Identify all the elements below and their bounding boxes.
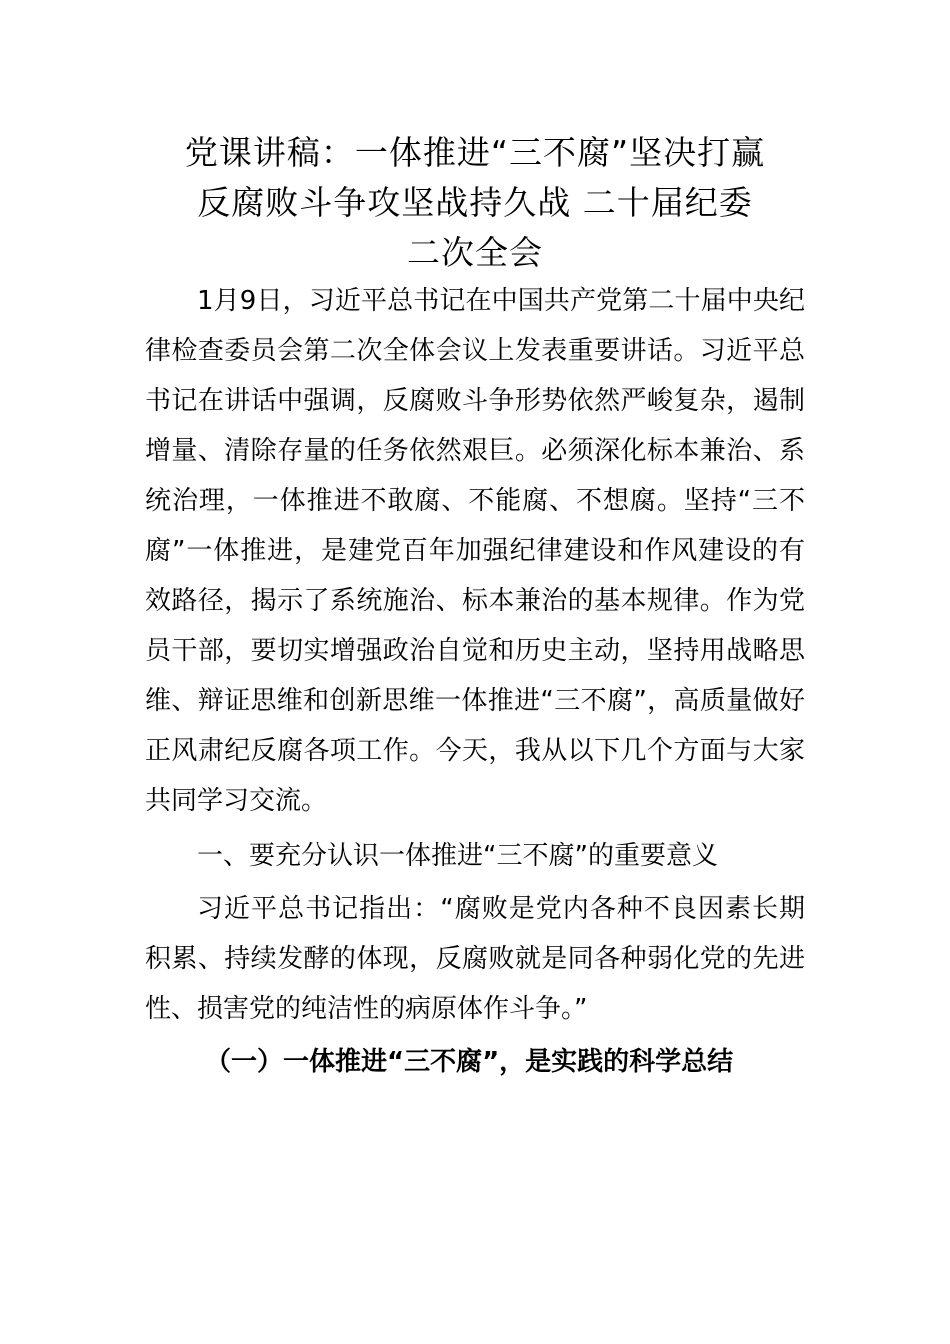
section-1-heading: 一、要充分认识一体推进“三不腐”的重要意义 <box>197 841 718 871</box>
title-line-3: 二次全会 <box>407 233 543 272</box>
quote-paragraph: 习近平总书记指出：“腐败是党内各种不良因素长期积累、持续发酵的体现，反腐败就是同各种弱化党的先进性、损害党的纯洁性的病原体作斗争。” <box>145 894 805 1024</box>
title-line-2: 反腐败斗争攻坚战持久战 二十届纪委 <box>197 183 753 222</box>
subsection-1-heading: （一）一体推进“三不腐”，是实践的科学总结 <box>205 1047 734 1077</box>
document-body <box>145 276 805 1087</box>
document-title <box>145 128 805 278</box>
title-line-1: 党课讲稿：一体推进“三不腐”坚决打赢 <box>184 133 766 172</box>
intro-paragraph: 1月9日，习近平总书记在中国共产党第二十届中央纪律检查委员会第二次全体会议上发表重要讲话。习近平总书记在讲话中强调，反腐败斗争形势依然严峻复杂，遏制增量、清除存量的任务依然艰巨。必须深化标本兼治、系统治理，一体推进不敢腐、不能腐、不想腐。坚持“三不腐”一体推进，是建党百年加强纪律建设和作风建设的有效路径，揭示了系统施治、标本兼治的基本规律。作为党员干部，要切实增强政治自觉和历史主动，坚持用战略思维、辩证思维和创新思维一体推进“三不腐”，高质量做好正风肃纪反腐各项工作。今天，我从以下几个方面与大家共同学习交流。 <box>145 286 805 816</box>
